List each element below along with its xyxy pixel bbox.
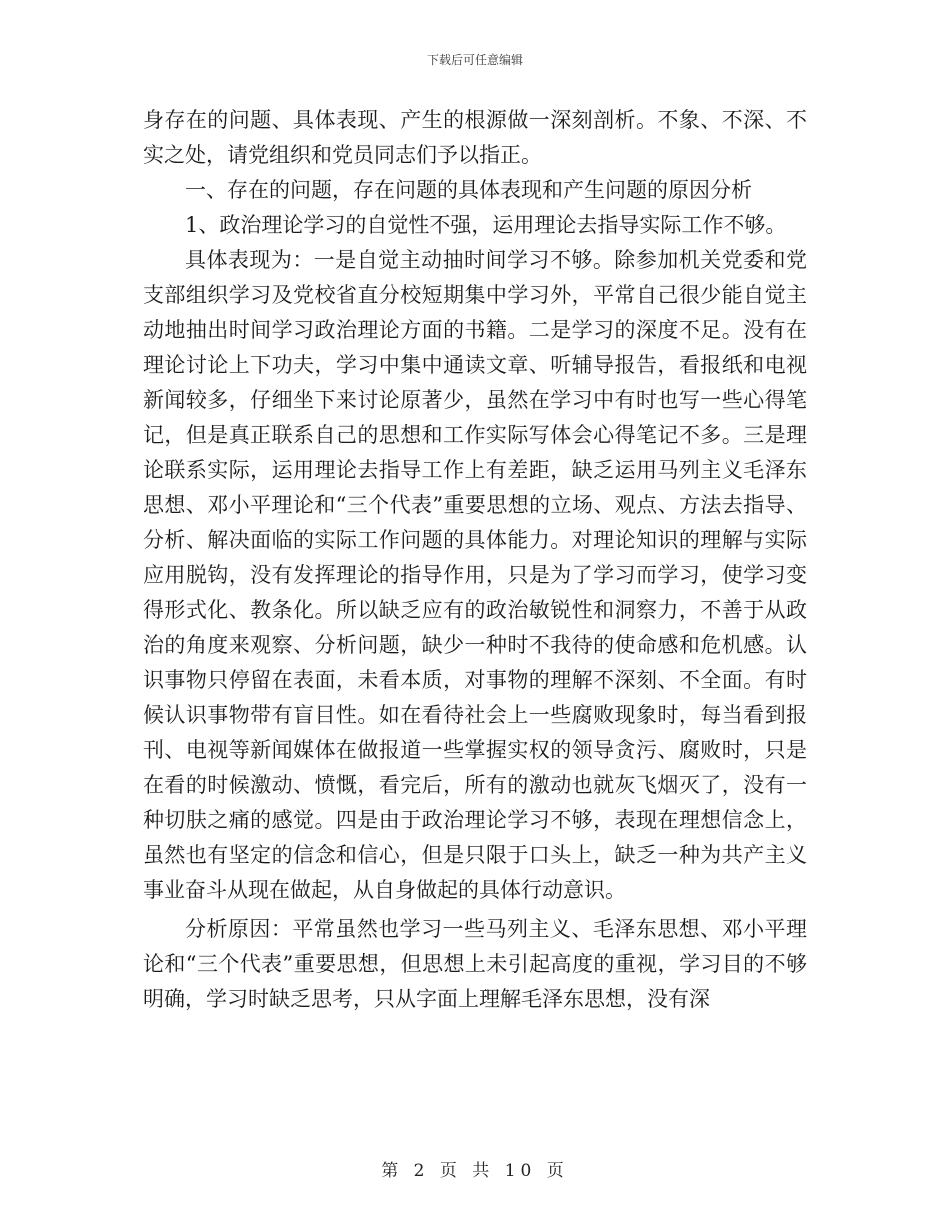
paragraph-specific-manifestations: 具体表现为：一是自觉主动抽时间学习不够。除参加机关党委和党支部组织学习及党校省直分校短期集中学习外，平常自己很少能自觉主动地抽出时间学习政治理论方面的书籍。二是学习的深度不足。没有在理论讨论上下功夫，学习中集中通读文章、听辅导报告，看报纸和电视新闻较多，仔细坐下来讨论原著少，虽然在学习中有时也写一些心得笔记，但是真正联系自己的思想和工作实际写体会心得笔记不多。三是理论联系实际，运用理论去指导工作上有差距，缺乏运用马列主义毛泽东思想、邓小平理论和“三个代表”重要思想的立场、观点、方法去指导、分析、解决面临的实际工作问题的具体能力。对理论知识的理解与实际应用脱钩，没有发挥理论的指导作用，只是为了学习而学习，使学习变得形式化、教条化。所以缺乏应有的政治敏锐性和洞察力，不善于从政治的角度来观察、分析问题，缺少一种时不我待的使命感和危机感。认识事物只停留在表面，未看本质，对事物的理解不深刻、不全面。有时候认识事物带有盲目性。如在看待社会上一些腐败现象时，每当看到报刊、电视等新闻媒体在做报道一些掌握实权的领导贪污、腐败时，只是在看的时候激动、愤慨，看完后，所有的激动也就灰飞烟灭了，没有一种切肤之痛的感觉。四是由于政治理论学习不够，表现在理想信念上，虽然也有坚定的信念和信心，但是只限于口头上，缺乏一种为共产主义事业奋斗从现在做起，从自身做起的具体行动意识。 (143, 248, 807, 902)
page-footer: 第 2 页 共 10 页 (381, 1161, 569, 1181)
paragraph-continuation: 身存在的问题、具体表现、产生的根源做一深刻剖析。不象、不深、不实之处，请党组织和党员同志们予以指正。 (143, 108, 807, 167)
document-body (143, 103, 807, 1017)
paragraph-cause-analysis: 分析原因：平常虽然也学习一些马列主义、毛泽东思想、邓小平理论和“三个代表”重要思想，但思想上未引起高度的重视，学习目的不够明确，学习时缺乏思考，只从字面上理解毛泽东思想，没有深 (143, 917, 807, 1011)
subsection-heading: 1、政治理论学习的自觉性不强，运用理论去指导实际工作不够。 (185, 213, 787, 237)
section-heading: 一、存在的问题，存在问题的具体表现和产生问题的原因分析 (185, 178, 752, 202)
page-header: 下载后可任意编辑 (426, 53, 523, 67)
